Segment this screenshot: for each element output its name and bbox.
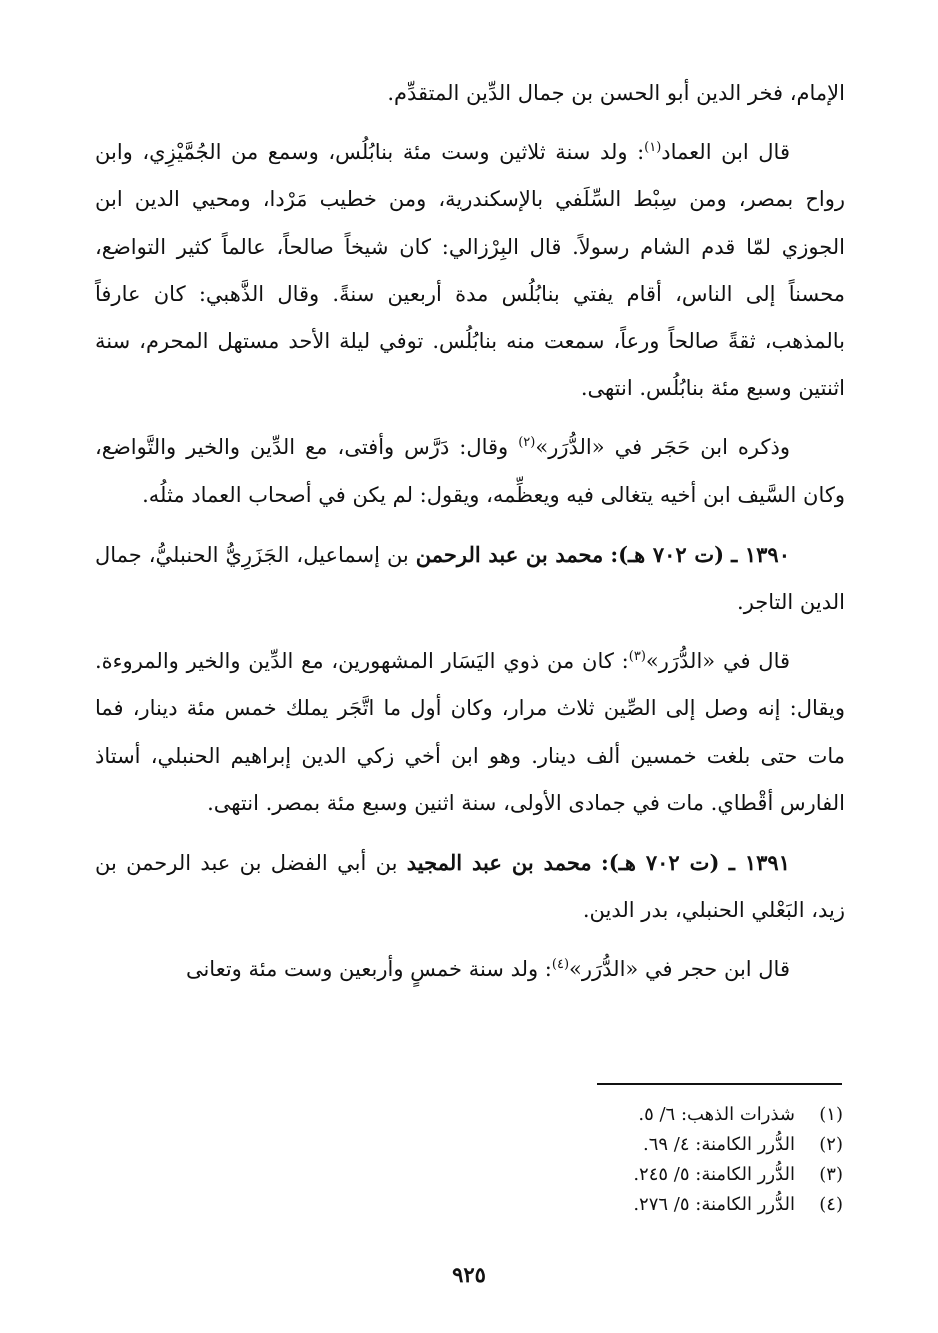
footnotes <box>460 1100 843 1220</box>
entry-death-date: (ت ٧٠٢ هـ): <box>600 850 720 876</box>
footnote-reference: (٤) <box>551 957 570 973</box>
footnote-reference: (١) <box>644 140 662 156</box>
footnote-item <box>460 1100 843 1130</box>
entry-number: ١٣٩٠ ـ <box>731 541 790 567</box>
paragraph-text: بن إسماعيل، الجَزَرِيُّ الحنبليُّ، جمال الدين التاجر. <box>95 542 845 615</box>
footnote-number: (١) <box>819 1104 843 1125</box>
footnote-item <box>460 1130 843 1160</box>
footnote-reference: (٢) <box>518 435 536 451</box>
footnote-text: الدُّرر الكامنة: ٥/ ٢٤٥. <box>633 1164 795 1185</box>
footnote-reference: (٣) <box>628 649 646 665</box>
entry-death-date: (ت ٧٠٢ هـ): <box>610 541 725 567</box>
paragraph <box>95 531 845 626</box>
footnote-number: (٤) <box>819 1194 843 1215</box>
paragraph-text: وذكره ابن حَجَر في «الدُّرَر» <box>535 435 790 460</box>
paragraph-text: وقال: دَرَّس وأفتى، مع الدِّين والخير والتَّواضع، وكان السَّيف ابن أخيه يتغالى فيه ويعظِّمه، ويقول: لم يكن في أصحاب العماد مثلُه. <box>95 435 845 507</box>
entry-name: محمد بن عبد المجيد <box>406 850 592 876</box>
paragraph-text <box>724 543 731 567</box>
footnote-item <box>460 1190 843 1220</box>
footnote-number: (٢) <box>819 1134 843 1155</box>
footnote-item <box>460 1160 843 1190</box>
footnote-number: (٣) <box>819 1164 843 1185</box>
paragraph-text: قال ابن حجر في «الدُّرَر» <box>569 957 790 982</box>
paragraph <box>95 70 845 117</box>
paragraph-text: قال في «الدُّرَر» <box>645 649 791 674</box>
entry-number: ١٣٩١ ـ <box>728 850 790 876</box>
footnote-text: شذرات الذهب: ٦/ ٥. <box>638 1104 795 1125</box>
footnote-text: الدُّرر الكامنة: ٤/ ٦٩. <box>642 1134 795 1155</box>
paragraph-text <box>719 851 728 875</box>
paragraph <box>95 638 845 827</box>
paragraph <box>95 839 845 934</box>
paragraph-text <box>592 851 601 875</box>
paragraph-text: : ولد سنة ثلاثين وست مئة بنابُلُس، وسمع من الجُمَّيْزِي، وابن رواح بمصر، ومن سِبْط السِّلَفي بالإسكندرية، ومن خطيب مَرْدا، ومحيي الدين ابن الجوزي لمّا قدم الشام رسولاً. قال البِرْزالي: كان شيخاً صالحاً، عالماً كثير التواضع، محسناً إلى الناس، أقام يفتي بنابُلُس مدة أربعين سنةً. وقال الذَّهبي: كان عارفاً بالمذهب، ثقةً صالحاً ورعاً، سمعت منه بنابُلُس. توفي ليلة الأحد مستهل المحرم، سنة اثنتين وسبع مئة بنابُلُس. انتهى. <box>95 140 845 401</box>
footnote-separator <box>597 1083 842 1085</box>
paragraph-text: : كان من ذوي اليَسَار المشهورين، مع الدِّين والخير والمروءة. ويقال: إنه وصل إلى الصِّين ثلاث مرار، وكان أول ما اتَّجَر يملك خمس مئة دينار، فما مات حتى بلغت خمسين ألف دينار. وهو ابن أخي زكي الدين إبراهيم الحنبلي، أستاذ الفارس أقْطاي. مات في جمادى الأولى، سنة اثنين وسبع مئة بمصر. انتهى. <box>95 649 845 815</box>
paragraph <box>95 946 845 993</box>
footnote-text: الدُّرر الكامنة: ٥/ ٢٧٦. <box>633 1194 795 1215</box>
paragraph <box>95 424 845 518</box>
paragraph-text: : ولد سنة خمسٍ وأربعين وست مئة وتعانى <box>185 957 552 982</box>
paragraph <box>95 129 845 412</box>
entry-name: محمد بن عبد الرحمن <box>415 541 604 567</box>
paragraph-text: قال ابن العماد <box>661 140 790 165</box>
paragraph-text: بن أبي الفضل بن عبد الرحمن بن زيد، البَعْلي الحنبلي، بدر الدين. <box>95 851 845 923</box>
paragraph-text: الإمام، فخر الدين أبو الحسن بن جمال الدِّين المتقدِّم. <box>387 81 845 105</box>
page-number: ٩٢٥ <box>452 1262 486 1287</box>
main-text <box>95 70 845 1006</box>
